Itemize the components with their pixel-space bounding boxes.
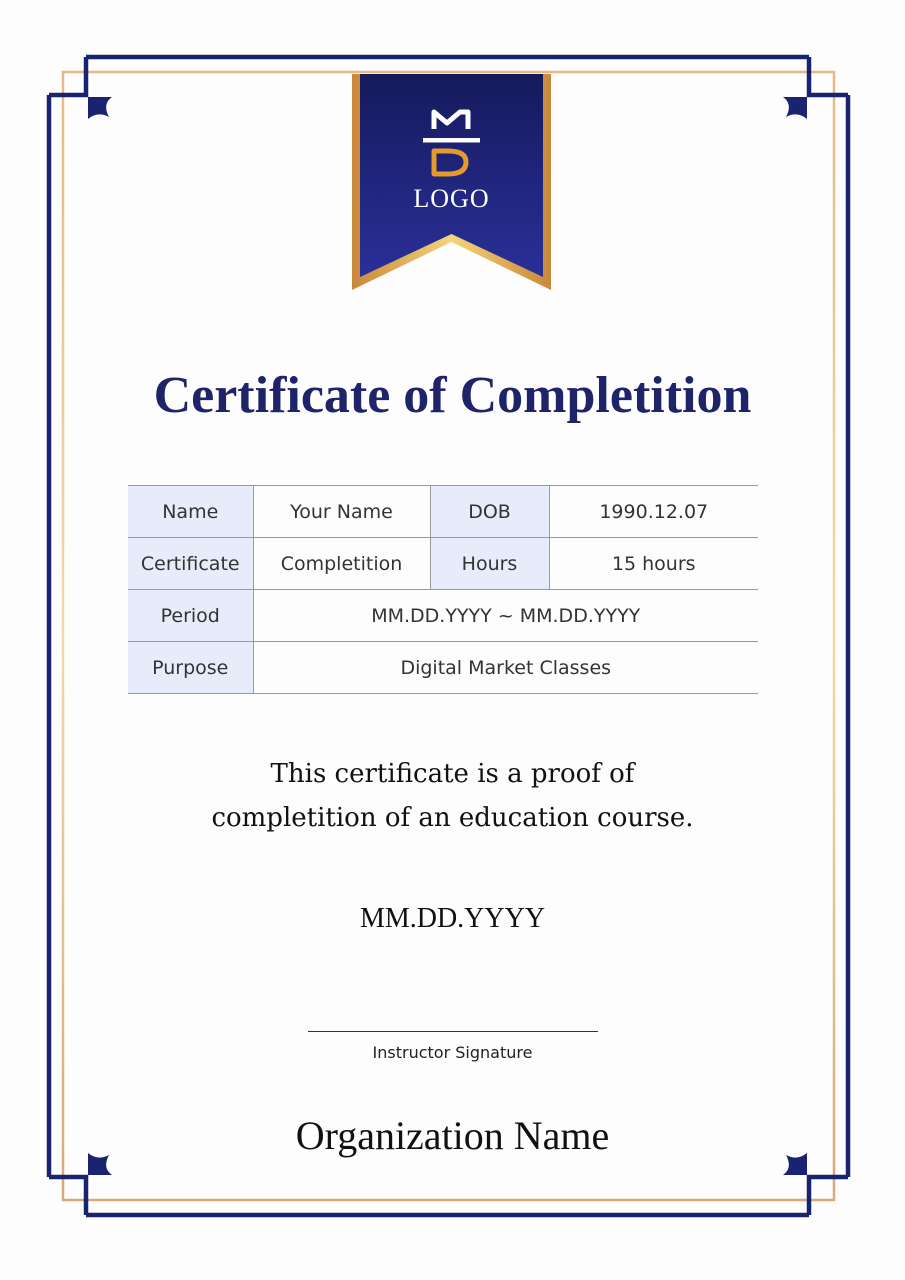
certificate-statement	[0, 752, 905, 840]
purpose-value: Digital Market Classes	[253, 642, 758, 694]
hours-label: Hours	[430, 538, 549, 590]
logo-text: LOGO	[413, 184, 490, 213]
logo-ribbon	[352, 74, 551, 292]
signature-line	[308, 1031, 598, 1032]
issue-date: MM.DD.YYYY	[359, 903, 546, 934]
period-label: Period	[128, 590, 253, 642]
statement-line-1: This certificate is a proof of	[270, 759, 635, 789]
signature-label: Instructor Signature	[372, 1043, 533, 1062]
table-row	[128, 486, 758, 538]
dob-value: 1990.12.07	[549, 486, 758, 538]
organization-name: Organization Name	[295, 1113, 610, 1158]
name-value: Your Name	[253, 486, 430, 538]
table-row	[128, 590, 758, 642]
statement-line-2: completition of an education course.	[211, 803, 694, 833]
info-table	[128, 485, 758, 694]
table-row	[128, 538, 758, 590]
name-label: Name	[128, 486, 253, 538]
dob-label: DOB	[430, 486, 549, 538]
certificate-title: Certificate of Completition	[153, 367, 752, 424]
table-row	[128, 642, 758, 694]
purpose-label: Purpose	[128, 642, 253, 694]
period-value: MM.DD.YYYY ~ MM.DD.YYYY	[253, 590, 758, 642]
hours-value: 15 hours	[549, 538, 758, 590]
certificate-value: Completition	[253, 538, 430, 590]
certificate-label: Certificate	[128, 538, 253, 590]
